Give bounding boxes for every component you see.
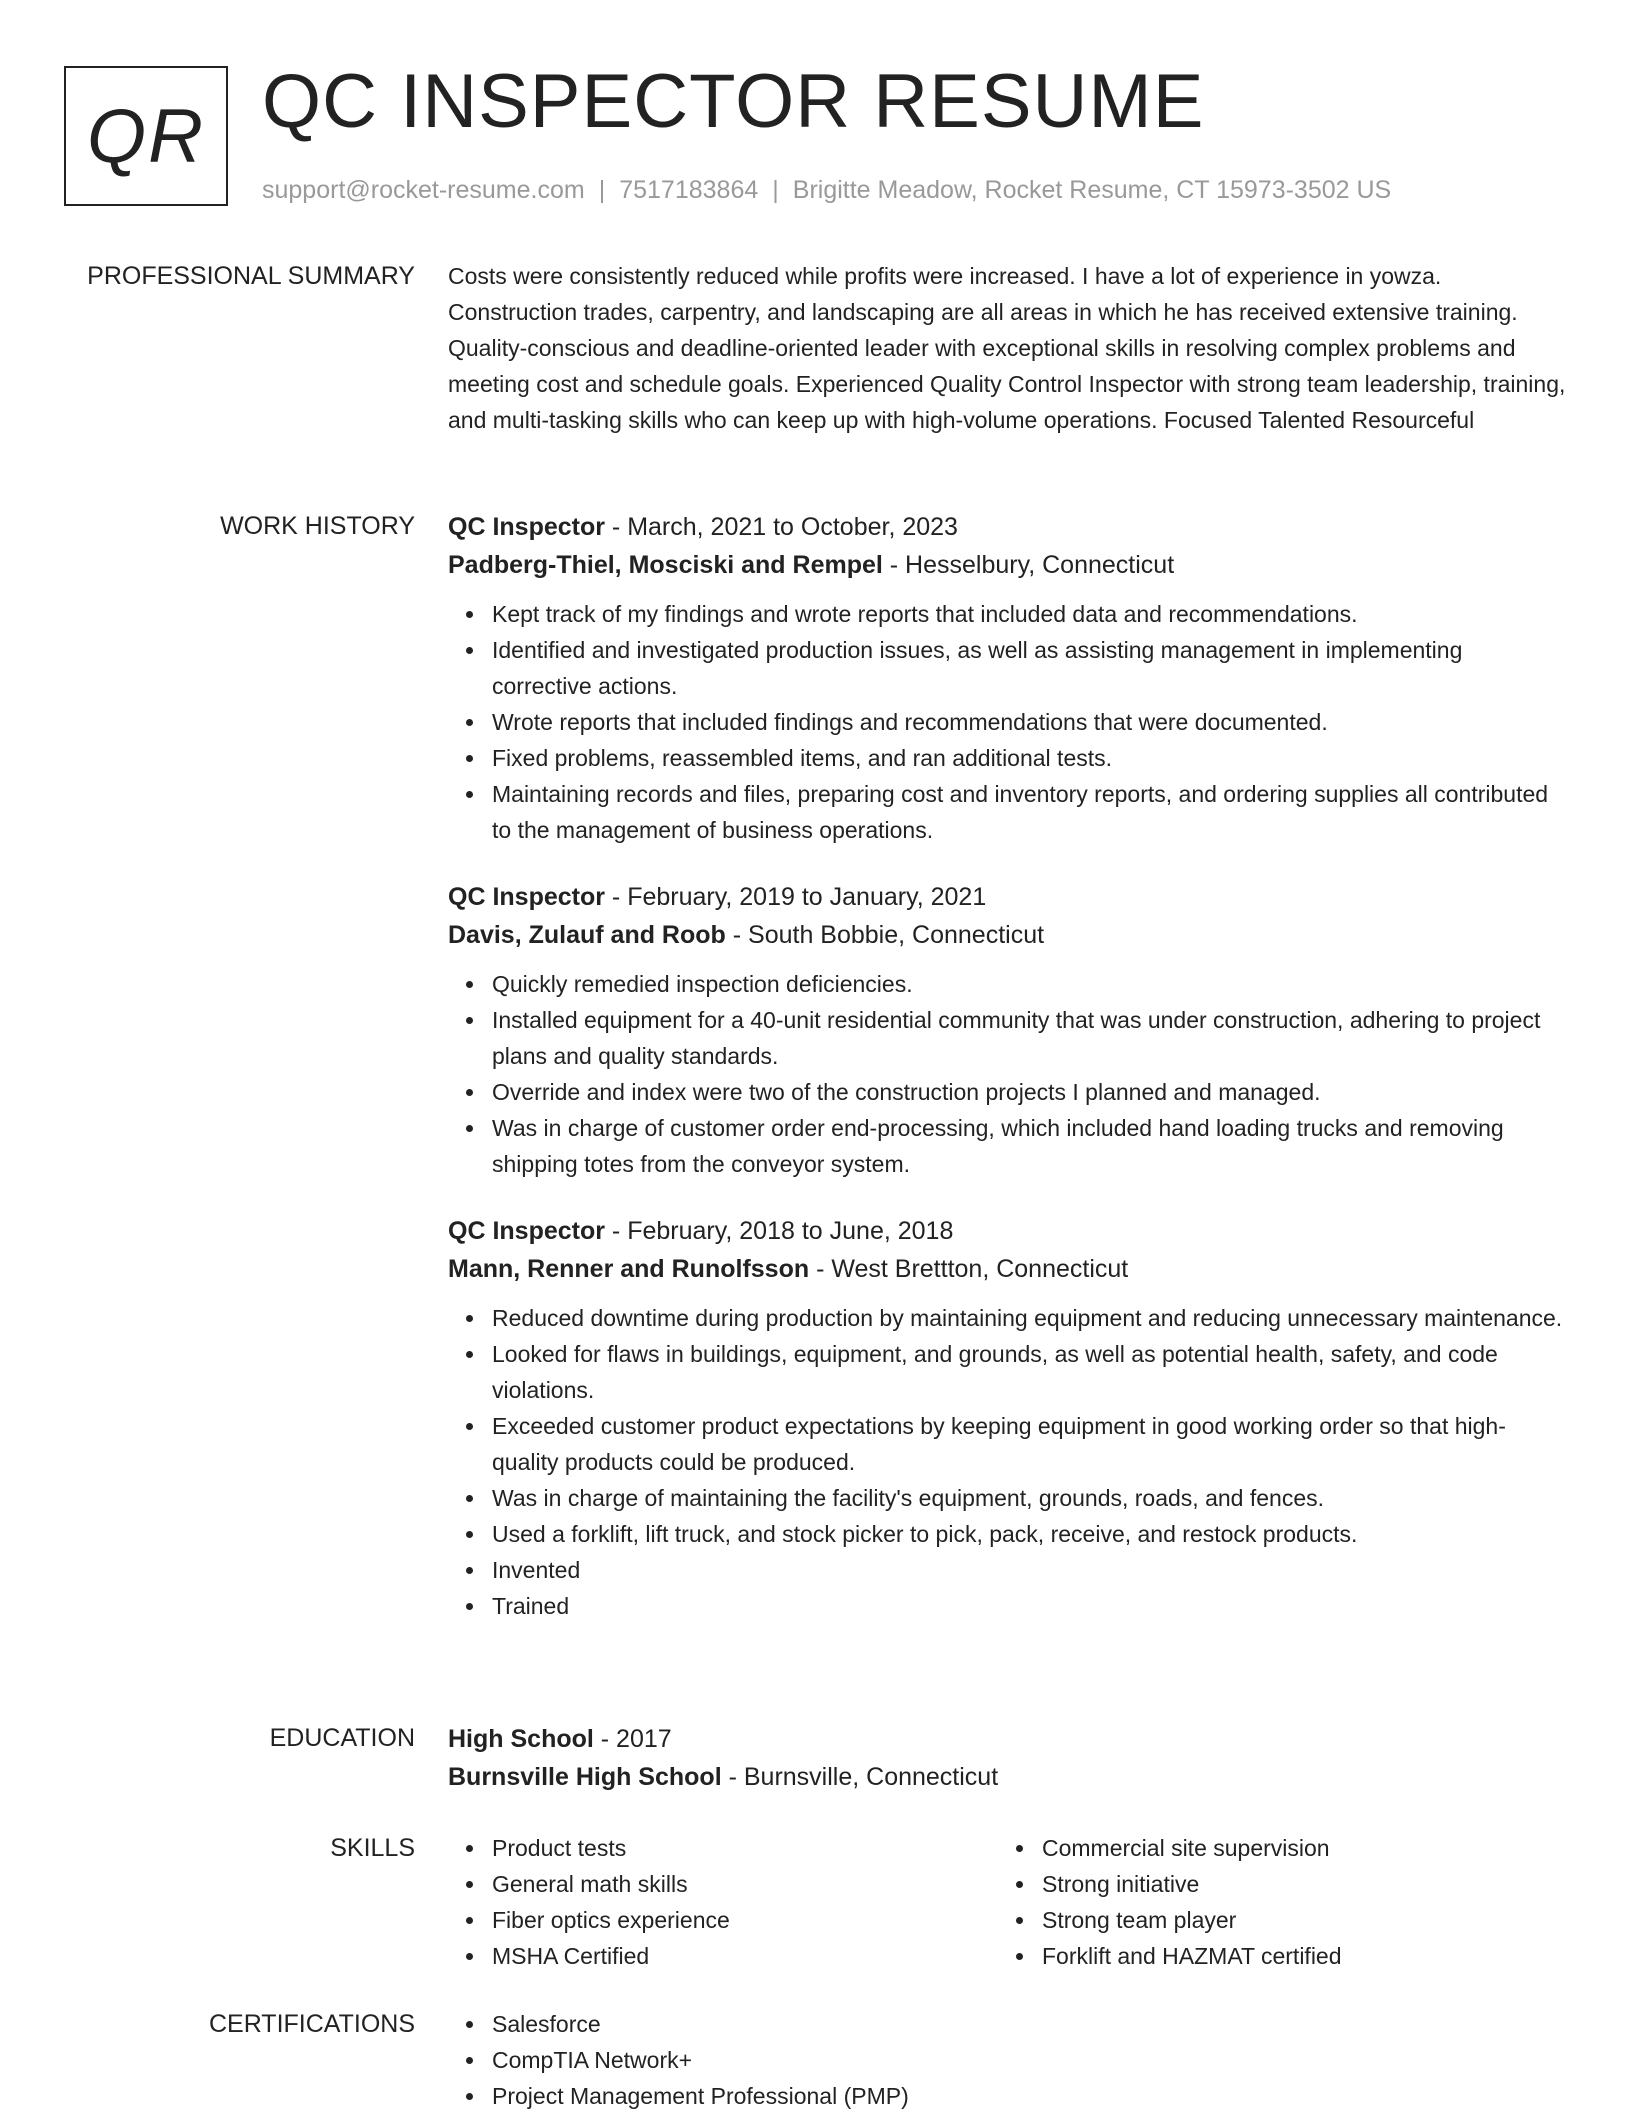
job-dates: - February, 2018 to June, 2018 <box>604 1217 954 1245</box>
certification-item: Salesforce <box>492 2006 1568 2042</box>
contact-separator: | <box>598 176 606 204</box>
job-bullet: Kept track of my findings and wrote reports that included data and recommendations. <box>492 596 1568 632</box>
job-company: Davis, Zulauf and Roob <box>448 921 726 949</box>
job-bullet: Installed equipment for a 40-unit residential community that was under construction, adhering to project plans and quality standards. <box>492 1002 1568 1074</box>
education-school: Burnsville High School <box>448 1763 722 1791</box>
skill-item: Commercial site supervision <box>1042 1830 1548 1866</box>
contact-address: Brigitte Meadow, Rocket Resume, CT 15973-3502 US <box>792 176 1392 204</box>
monogram-logo <box>64 66 228 206</box>
skills-list <box>448 1830 998 1974</box>
contact-line <box>262 174 1391 206</box>
work-history-content <box>448 508 1568 1624</box>
job-bullet: Looked for flaws in buildings, equipment, and grounds, as well as potential health, safety, and code violations. <box>492 1336 1568 1408</box>
job-bullet: Invented <box>492 1552 1568 1588</box>
section-label-work-history: WORK HISTORY <box>220 512 415 540</box>
education-degree: High School <box>448 1725 594 1753</box>
contact-phone: 7517183864 <box>619 176 759 204</box>
certifications-content <box>448 2006 1568 2114</box>
section-label-summary: PROFESSIONAL SUMMARY <box>87 262 415 290</box>
job-company-line <box>448 916 1568 954</box>
job-bullets <box>448 596 1568 848</box>
job-company: Mann, Renner and Runolfsson <box>448 1255 810 1283</box>
skill-item: Forklift and HAZMAT certified <box>1042 1938 1548 1974</box>
job-bullet: Wrote reports that included findings and recommendations that were documented. <box>492 704 1568 740</box>
certification-item: CompTIA Network+ <box>492 2042 1568 2078</box>
job-company-line <box>448 546 1568 584</box>
job-bullet: Fixed problems, reassembled items, and ran additional tests. <box>492 740 1568 776</box>
job-bullet: Identified and investigated production issues, as well as assisting management in implementing corrective actions. <box>492 632 1568 704</box>
job-company-line <box>448 1250 1568 1288</box>
education-school-line <box>448 1758 1568 1796</box>
job-entry <box>448 878 1568 1182</box>
summary-text: Costs were consistently reduced while profits were increased. I have a lot of experience in yowza. Construction trades, carpentry, and landscaping are all areas in which he has received extensive training. Quality-conscious and deadline-oriented leader with exceptional skills in resolving complex problems and meeting cost and schedule goals. Experienced Quality Control Inspector with strong team leadership, training, and multi-tasking skills who can keep up with high-volume operations. Focused Talented Resourceful <box>448 263 1566 433</box>
skill-item: Fiber optics experience <box>492 1902 998 1938</box>
monogram-initials: QR <box>87 93 205 179</box>
skills-column-right <box>998 1830 1548 1974</box>
skill-item: Product tests <box>492 1830 998 1866</box>
education-degree-line <box>448 1720 1568 1758</box>
job-bullet: Override and index were two of the construction projects I planned and managed. <box>492 1074 1568 1110</box>
job-title-line <box>448 508 1568 546</box>
education-year: - 2017 <box>593 1725 672 1753</box>
summary-content <box>448 258 1568 438</box>
section-label-certifications: CERTIFICATIONS <box>208 2010 415 2038</box>
job-company: Padberg-Thiel, Mosciski and Rempel <box>448 551 883 579</box>
job-location: - West Brettton, Connecticut <box>809 1255 1129 1283</box>
section-label-education: EDUCATION <box>269 1724 415 1752</box>
job-title-line <box>448 878 1568 916</box>
job-title: QC Inspector <box>448 513 605 541</box>
education-content <box>448 1720 1568 1796</box>
job-dates: - February, 2019 to January, 2021 <box>604 883 987 911</box>
contact-email: support@rocket-resume.com <box>262 176 585 204</box>
job-bullet: Trained <box>492 1588 1568 1624</box>
certifications-list <box>448 2006 1568 2114</box>
skills-list <box>998 1830 1548 1974</box>
contact-separator: | <box>772 176 779 204</box>
education-location: - Burnsville, Connecticut <box>721 1763 999 1791</box>
job-bullet: Was in charge of maintaining the facility's equipment, grounds, roads, and fences. <box>492 1480 1568 1516</box>
job-bullet: Was in charge of customer order end-processing, which included hand loading trucks and removing shipping totes from the conveyor system. <box>492 1110 1568 1182</box>
job-bullets <box>448 966 1568 1182</box>
skill-item: MSHA Certified <box>492 1938 998 1974</box>
skills-grid <box>448 1830 1568 1974</box>
job-title: QC Inspector <box>448 883 605 911</box>
job-entry <box>448 1212 1568 1624</box>
skill-item: Strong team player <box>1042 1902 1548 1938</box>
job-dates: - March, 2021 to October, 2023 <box>604 513 958 541</box>
job-location: - Hesselbury, Connecticut <box>882 551 1175 579</box>
job-bullet: Exceeded customer product expectations by keeping equipment in good working order so that high-quality products could be produced. <box>492 1408 1568 1480</box>
job-bullet: Reduced downtime during production by maintaining equipment and reducing unnecessary maintenance. <box>492 1300 1568 1336</box>
job-bullet: Maintaining records and files, preparing cost and inventory reports, and ordering supplies all contributed to the management of business operations. <box>492 776 1568 848</box>
job-location: - South Bobbie, Connecticut <box>725 921 1045 949</box>
certification-item: Project Management Professional (PMP) <box>492 2078 1568 2114</box>
job-title: QC Inspector <box>448 1217 605 1245</box>
job-bullets <box>448 1300 1568 1624</box>
skills-content <box>448 1830 1568 1974</box>
job-bullet: Used a forklift, lift truck, and stock picker to pick, pack, receive, and restock products. <box>492 1516 1568 1552</box>
skills-column-left <box>448 1830 998 1974</box>
section-label-skills: SKILLS <box>330 1834 415 1862</box>
job-title-line <box>448 1212 1568 1250</box>
skill-item: General math skills <box>492 1866 998 1902</box>
skill-item: Strong initiative <box>1042 1866 1548 1902</box>
job-bullet: Quickly remedied inspection deficiencies. <box>492 966 1568 1002</box>
resume-title: QC INSPECTOR RESUME <box>262 59 1205 144</box>
job-entry <box>448 508 1568 848</box>
